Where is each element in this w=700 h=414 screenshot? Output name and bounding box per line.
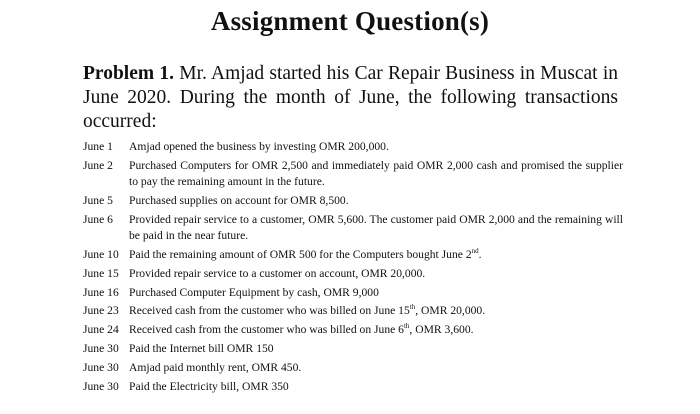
- transaction-description: Amjad opened the business by investing OMR 200,000.: [129, 140, 389, 153]
- page-title: Assignment Question(s): [210, 6, 490, 36]
- transaction-description: Amjad paid monthly rent, OMR 450.: [129, 360, 302, 374]
- transaction-date: June 30: [83, 379, 119, 393]
- transaction-description: Purchased supplies on account for OMR 8,500.: [129, 193, 349, 207]
- transaction-description: Received cash from the customer who was billed on June 15th, OMR 20,000.: [129, 303, 486, 318]
- transaction-row: [83, 285, 623, 301]
- problem-text: Mr. Amjad started his Car Repair Business in Muscat in June 2020. During the month of June, the following transactions occurred:: [83, 63, 618, 132]
- transaction-row: [83, 158, 623, 190]
- transaction-row: [83, 212, 623, 244]
- transaction-description: Paid the remaining amount of OMR 500 for the Computers bought June 2nd.: [129, 246, 482, 261]
- transaction-row: [83, 360, 623, 376]
- transaction-description: Provided repair service to a customer, OMR 5,600. The customer paid OMR 2,000 and the remaining will be paid in the near future.: [129, 212, 623, 242]
- transaction-date: June 5: [83, 193, 113, 207]
- transaction-date: June 2: [83, 158, 113, 172]
- problem-label: Problem 1.: [83, 63, 174, 84]
- transaction-date: June 16: [83, 285, 119, 299]
- transaction-date: June 30: [83, 341, 119, 355]
- transaction-description: Purchased Computer Equipment by cash, OMR 9,000: [129, 285, 379, 299]
- transaction-date: June 24: [83, 323, 119, 337]
- transaction-list: [83, 139, 623, 397]
- transaction-date: June 10: [83, 247, 119, 261]
- transaction-description: Paid the Internet bill OMR 150: [129, 341, 274, 355]
- transaction-date: June 1: [83, 140, 113, 153]
- problem-statement: [83, 62, 618, 134]
- transaction-description: Provided repair service to a customer on account, OMR 20,000.: [129, 266, 426, 280]
- transaction-date: June 6: [83, 212, 113, 226]
- transaction-row: [83, 303, 623, 319]
- transaction-row: [83, 139, 623, 155]
- transaction-date: June 15: [83, 266, 119, 280]
- transaction-date: June 23: [83, 304, 119, 318]
- transaction-row: [83, 341, 623, 357]
- transaction-row: [83, 266, 623, 282]
- transaction-description: Purchased Computers for OMR 2,500 and immediately paid OMR 2,000 cash and promised the supplier to pay the remaining amount in the future.: [129, 158, 623, 188]
- transaction-description: Received cash from the customer who was billed on June 6th, OMR 3,600.: [129, 322, 474, 337]
- transaction-row: [83, 247, 623, 263]
- transaction-row: [83, 322, 623, 338]
- transaction-row: [83, 379, 623, 395]
- transaction-date: June 30: [83, 360, 119, 374]
- transaction-row: [83, 193, 623, 209]
- transaction-description: Paid the Electricity bill, OMR 350: [129, 379, 289, 393]
